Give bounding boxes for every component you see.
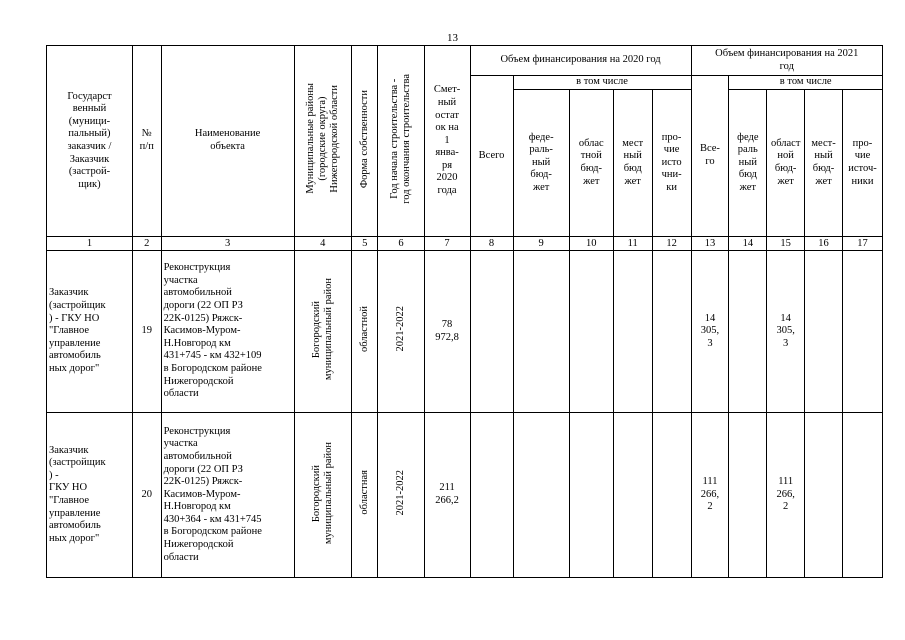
header-total-2020: Всего — [470, 76, 513, 237]
district-cell — [294, 413, 351, 578]
oth-2020-cell — [652, 413, 691, 578]
loc-2021-cell — [805, 413, 843, 578]
object-name-cell: Реконструкция участка автомобильной дороги (22 ОП РЗ 22К-0125) Ряжск- Касимов-Муром- Н.Новгород км 431+745 - км 432+109 в Богородском районе Нижегородской области — [161, 251, 294, 413]
district-text: Богородский муниципальный район — [310, 278, 334, 381]
header-ownership: Форма собственности — [358, 89, 370, 188]
header-reg-2020: облас тной бюд- жет — [569, 90, 613, 237]
district-cell — [294, 251, 351, 413]
column-number: 3 — [161, 237, 294, 251]
column-number-row — [47, 237, 883, 251]
header-oth-2020: про- чие исто чни- ки — [652, 90, 691, 237]
fed-2020-cell — [513, 251, 569, 413]
table-row — [47, 251, 883, 413]
oth-2021-cell — [842, 413, 882, 578]
oth-2020-cell — [652, 251, 691, 413]
column-number: 16 — [805, 237, 843, 251]
column-number: 5 — [351, 237, 378, 251]
header-total-2021: Все- го — [691, 76, 729, 237]
column-number: 1 — [47, 237, 133, 251]
column-number: 13 — [691, 237, 729, 251]
header-fed-2021: феде раль ный бюд жет — [729, 90, 767, 237]
header-loc-2020: мест ный бюд жет — [613, 90, 652, 237]
estimate-cell: 78 972,8 — [424, 251, 470, 413]
column-number: 15 — [767, 237, 805, 251]
column-number: 14 — [729, 237, 767, 251]
header-ownership-cell — [351, 46, 378, 237]
row-number-cell: 19 — [132, 251, 161, 413]
column-number: 11 — [613, 237, 652, 251]
customer-cell: Заказчик (застройщик ) - ГКУ НО "Главное управление автомобиль ных дорог" — [47, 413, 133, 578]
header-districts-cell — [294, 46, 351, 237]
oth-2021-cell — [842, 251, 882, 413]
ownership-text: областная — [358, 470, 370, 515]
header-customer: Государст венный (муници- пальный) заказчик / Заказчик (застрой- щик) — [47, 46, 133, 237]
total-2020-cell — [470, 251, 513, 413]
district-text: Богородский муниципальный район — [310, 441, 334, 544]
header-incl-2021: в том числе — [729, 76, 883, 90]
column-number: 4 — [294, 237, 351, 251]
total-2020-cell — [470, 413, 513, 578]
reg-2021-cell: 111 266, 2 — [767, 413, 805, 578]
header-incl-2020: в том числе — [513, 76, 691, 90]
column-number: 7 — [424, 237, 470, 251]
fed-2021-cell — [729, 251, 767, 413]
column-number: 10 — [569, 237, 613, 251]
header-name: Наименование объекта — [161, 46, 294, 237]
total-2021-cell: 111 266, 2 — [691, 413, 729, 578]
years-text: 2021-2022 — [395, 306, 406, 352]
header-reg-2021: област ной бюд- жет — [767, 90, 805, 237]
header-years: Год начала строительства - год окончания строительства — [389, 73, 412, 204]
ownership-cell — [351, 413, 378, 578]
reg-2021-cell: 14 305, 3 — [767, 251, 805, 413]
table-row — [47, 413, 883, 578]
ownership-cell — [351, 251, 378, 413]
reg-2020-cell — [569, 251, 613, 413]
years-cell — [378, 413, 424, 578]
years-text: 2021-2022 — [395, 469, 406, 516]
header-loc-2021: мест- ный бюд- жет — [805, 90, 843, 237]
header-fed-2020: феде- раль- ный бюд- жет — [513, 90, 569, 237]
header-estimate: Смет- ный остат ок на 1 янва- ря 2020 года — [424, 46, 470, 237]
reg-2020-cell — [569, 413, 613, 578]
ownership-text: областной — [358, 306, 370, 353]
header-districts: Муниципальные районы (городские округа) Нижегородской области — [304, 83, 340, 195]
total-2021-cell: 14 305, 3 — [691, 251, 729, 413]
row-number-cell: 20 — [132, 413, 161, 578]
header-fin-2021: Объем финансирования на 2021 год — [691, 46, 882, 76]
loc-2021-cell — [805, 251, 843, 413]
object-name-cell: Реконструкция участка автомобильной дороги (22 ОП РЗ 22К-0125) Ряжск- Касимов-Муром- Н.Новгород км 430+364 - км 431+745 в Богородском районе Нижегородской области — [161, 413, 294, 578]
fed-2021-cell — [729, 413, 767, 578]
header-oth-2021: про- чие источ- ники — [842, 90, 882, 237]
column-number: 6 — [378, 237, 424, 251]
estimate-cell: 211 266,2 — [424, 413, 470, 578]
loc-2020-cell — [613, 251, 652, 413]
header-years-cell — [378, 46, 424, 237]
header-num: № п/п — [132, 46, 161, 237]
column-number: 9 — [513, 237, 569, 251]
column-number: 2 — [132, 237, 161, 251]
fed-2020-cell — [513, 413, 569, 578]
column-number: 8 — [470, 237, 513, 251]
years-cell — [378, 251, 424, 413]
page-number: 13 — [447, 32, 458, 44]
header-fin-2020: Объем финансирования на 2020 год — [470, 46, 691, 76]
financing-table — [46, 45, 883, 578]
column-number: 17 — [842, 237, 882, 251]
loc-2020-cell — [613, 413, 652, 578]
column-number: 12 — [652, 237, 691, 251]
customer-cell: Заказчик (застройщик ) - ГКУ НО "Главное управление автомобиль ных дорог" — [47, 251, 133, 413]
